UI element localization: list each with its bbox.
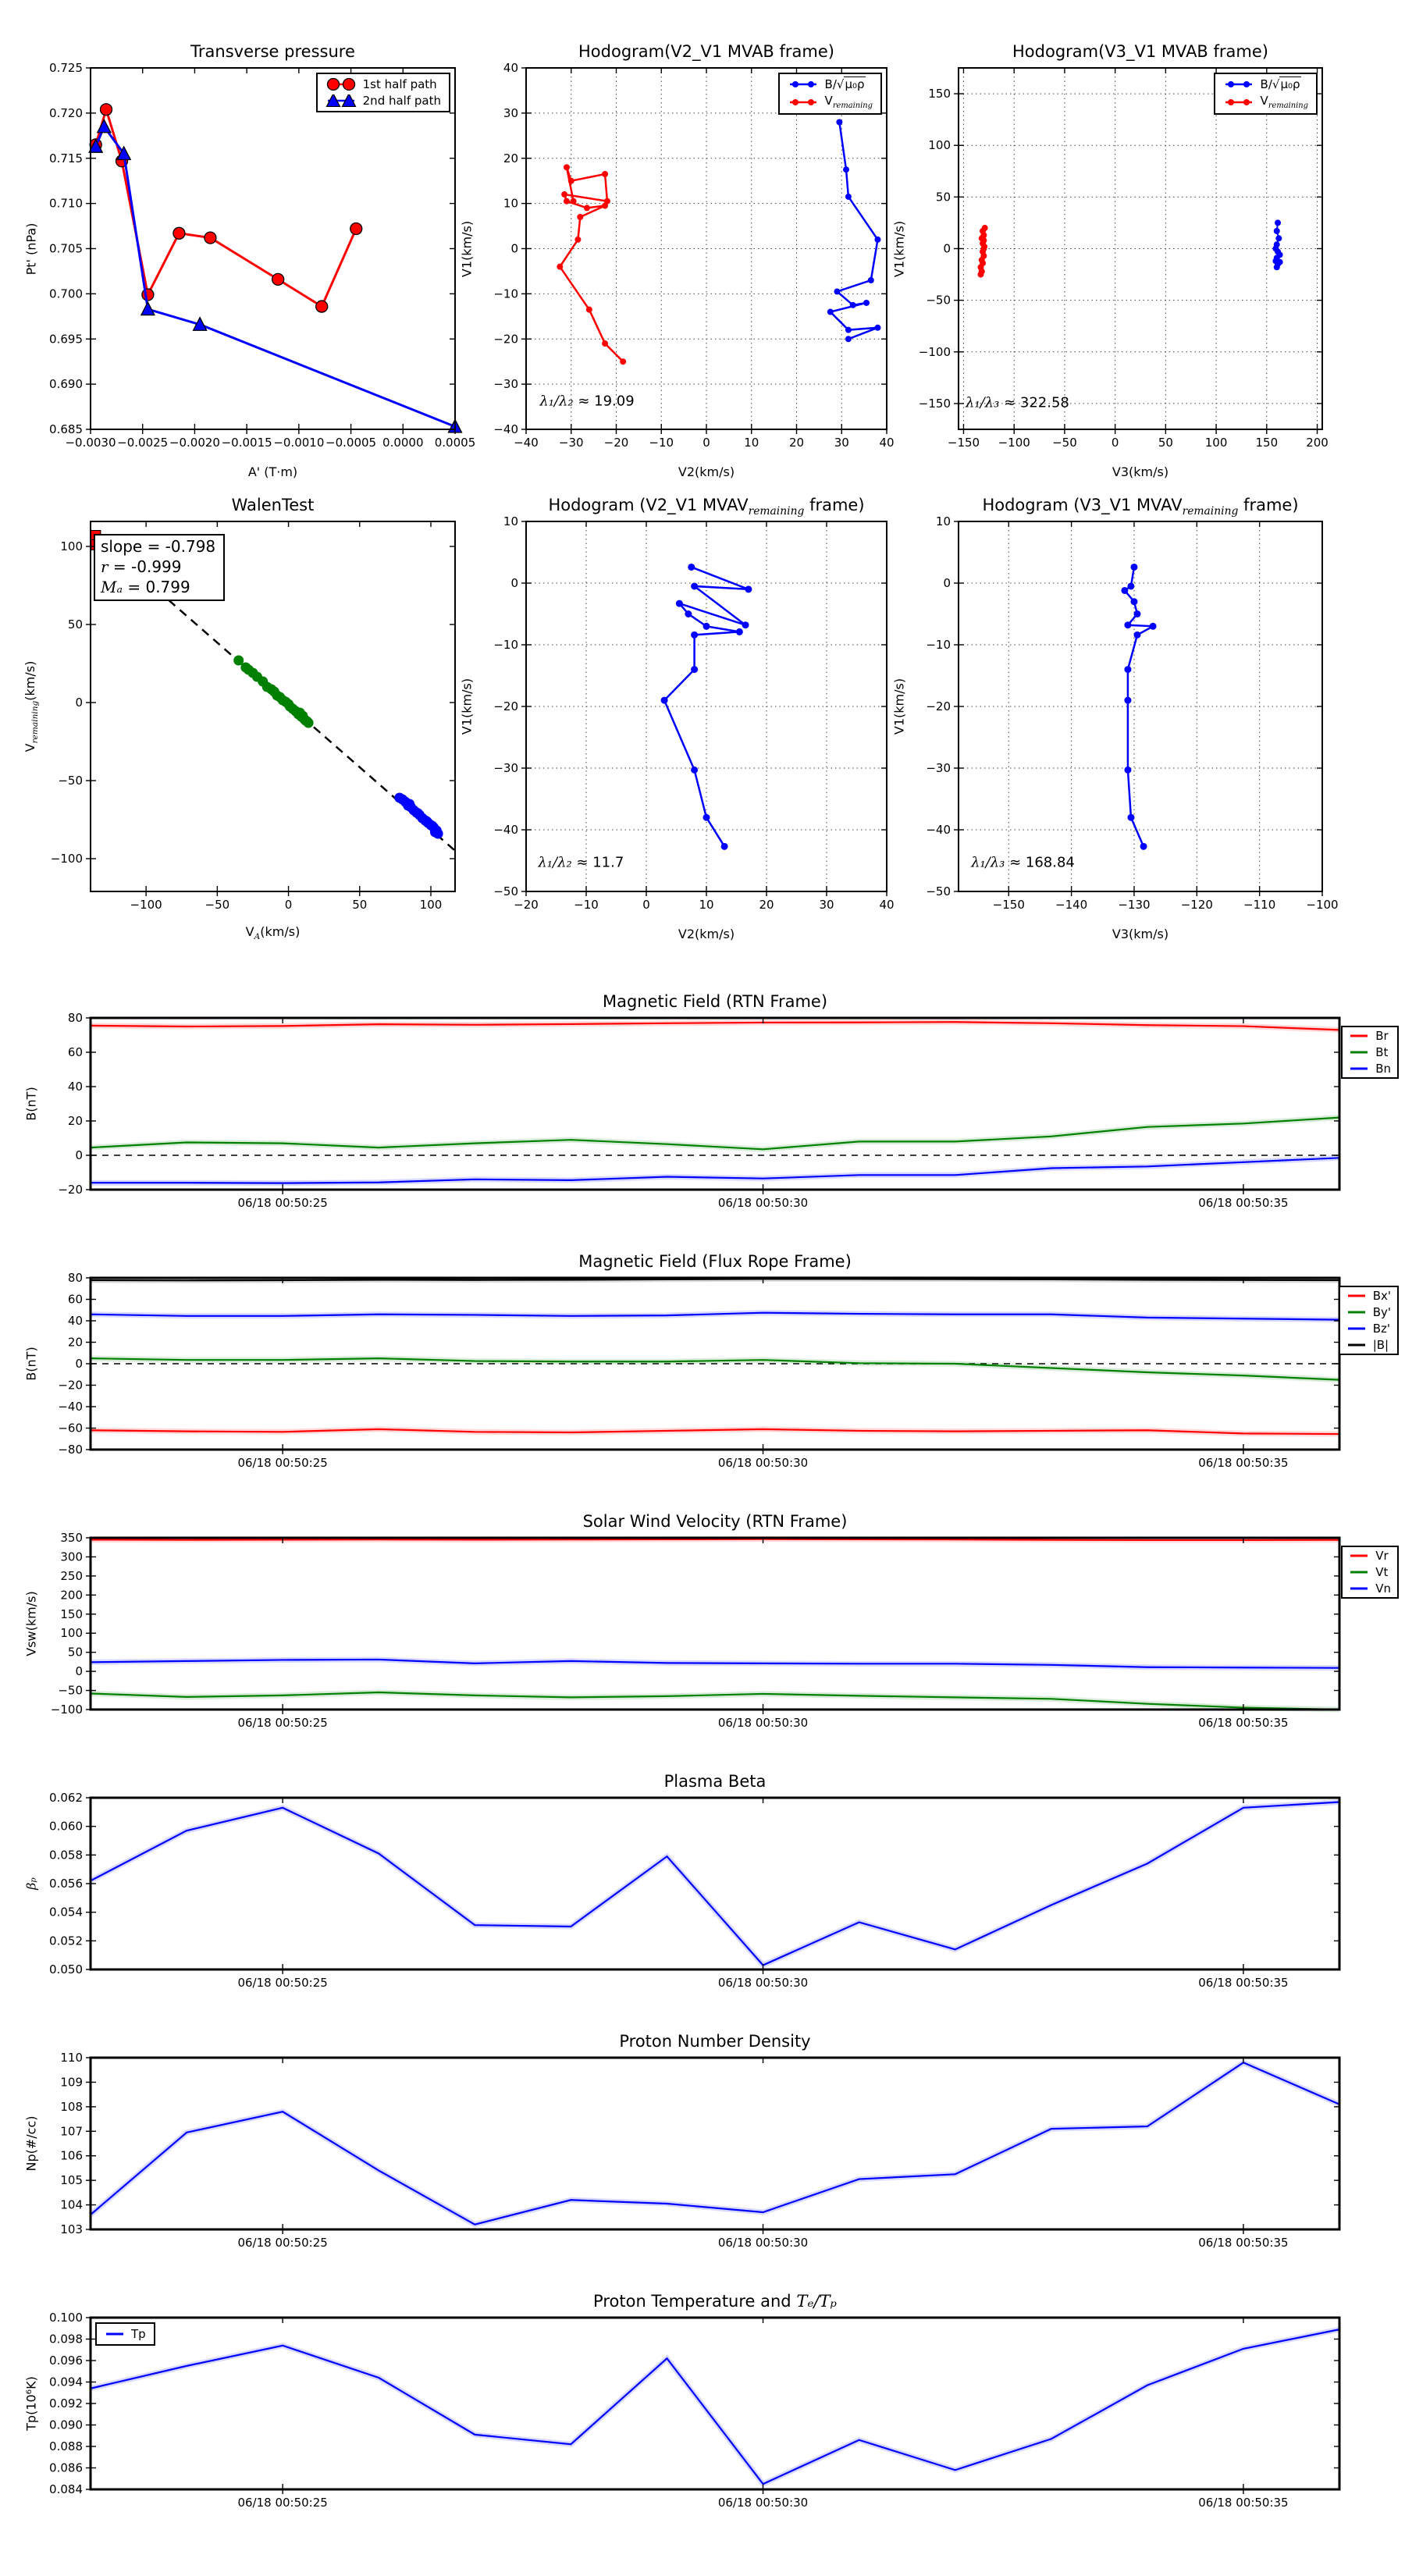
legend-label: |B| — [1372, 1338, 1389, 1352]
svg-text:20: 20 — [67, 1114, 83, 1128]
legend — [778, 73, 882, 115]
hodogram-v2v1-mvab-plot — [459, 42, 895, 479]
legend — [95, 2322, 155, 2346]
svg-text:0.100: 0.100 — [49, 2311, 83, 2325]
svg-text:200: 200 — [60, 1588, 83, 1603]
svg-text:06/18 00:50:25: 06/18 00:50:25 — [237, 1196, 328, 1210]
solar-wind-velocity-plot — [23, 1512, 1391, 1730]
y-axis-label: Np(#/cc) — [23, 2115, 39, 2172]
legend — [1341, 1546, 1399, 1599]
legend-item — [1223, 94, 1308, 110]
legend-sample — [1349, 1047, 1369, 1058]
svg-text:0: 0 — [1111, 436, 1119, 450]
svg-text:−60: −60 — [58, 1421, 83, 1436]
legend-label: Bx' — [1372, 1289, 1391, 1303]
hodogram-v3v1-mvab-plot — [891, 42, 1329, 479]
plot-canvas — [493, 514, 895, 912]
svg-text:−40: −40 — [58, 1400, 83, 1414]
svg-text:−0.0005: −0.0005 — [325, 436, 377, 450]
svg-text:−120: −120 — [1180, 898, 1213, 912]
plot-canvas — [60, 2051, 1339, 2250]
plot-canvas — [493, 61, 895, 450]
svg-text:0.092: 0.092 — [49, 2396, 83, 2411]
svg-text:0: 0 — [75, 696, 83, 710]
svg-text:20: 20 — [503, 151, 518, 165]
legend-item — [105, 2327, 146, 2341]
plot-title: Hodogram(V2_V1 MVAB frame) — [578, 42, 834, 61]
y-axis-label: V1(km/s) — [891, 220, 907, 277]
svg-text:−100: −100 — [130, 898, 162, 912]
y-axis-label: V1(km/s) — [459, 678, 475, 735]
legend-label: Vr — [1375, 1549, 1389, 1563]
proton-number-density-plot — [23, 2032, 1339, 2250]
svg-text:0: 0 — [702, 436, 710, 450]
svg-text:−20: −20 — [58, 1183, 83, 1197]
magnetic-field-flux-rope-plot — [23, 1252, 1391, 1470]
legend-label: Br — [1375, 1029, 1389, 1043]
svg-text:10: 10 — [744, 436, 759, 450]
plot-title: Proton Temperature and Tₑ/Tₚ — [593, 2292, 837, 2311]
x-axis-label: A' (T·m) — [247, 464, 298, 479]
proton-temperature-plot — [23, 2292, 1339, 2510]
svg-text:50: 50 — [67, 617, 83, 632]
svg-text:10: 10 — [503, 196, 518, 211]
legend-label: $V_{remaining}$ — [824, 94, 873, 110]
plot-title: Plasma Beta — [663, 1772, 767, 1791]
plot-canvas — [58, 1011, 1339, 1210]
svg-text:−40: −40 — [514, 436, 539, 450]
svg-text:20: 20 — [67, 1335, 83, 1350]
svg-text:110: 110 — [60, 2051, 83, 2065]
fit-result-box: slope = -0.798 r = -0.999 Mₐ = 0.799 — [94, 534, 225, 601]
svg-text:0.090: 0.090 — [49, 2418, 83, 2432]
legend-sample — [788, 78, 819, 91]
svg-text:−0.0025: −0.0025 — [117, 436, 169, 450]
svg-text:−0.0015: −0.0015 — [221, 436, 272, 450]
annotation: λ₁/λ₃ ≈ 322.58 — [966, 394, 1069, 411]
plot-title: Hodogram (V2_V1 $MVAV_{remaining}$ frame) — [548, 496, 865, 518]
svg-text:50: 50 — [935, 190, 951, 205]
svg-text:109: 109 — [60, 2075, 83, 2090]
annotation: λ₁/λ₂ ≈ 11.7 — [538, 854, 624, 871]
legend-sample — [325, 78, 357, 91]
plot-title: Solar Wind Velocity (RTN Frame) — [582, 1512, 848, 1531]
plot-title: Transverse pressure — [190, 42, 355, 61]
svg-text:0.094: 0.094 — [49, 2375, 83, 2389]
svg-text:−100: −100 — [998, 436, 1030, 450]
svg-text:0.050: 0.050 — [49, 1962, 83, 1976]
y-axis-label: βₚ — [23, 1877, 39, 1890]
plot-canvas — [49, 2311, 1339, 2510]
svg-text:−150: −150 — [947, 436, 980, 450]
svg-text:−30: −30 — [926, 761, 951, 775]
svg-text:−130: −130 — [1118, 898, 1151, 912]
svg-text:100: 100 — [60, 1626, 83, 1641]
legend-item — [1349, 1062, 1391, 1076]
svg-text:0.054: 0.054 — [49, 1905, 83, 1920]
svg-text:−50: −50 — [926, 293, 951, 308]
plot-canvas — [49, 1791, 1339, 1990]
svg-text:−100: −100 — [50, 852, 83, 866]
svg-text:150: 150 — [60, 1606, 83, 1621]
plot-canvas — [926, 514, 1339, 912]
svg-text:−30: −30 — [493, 377, 518, 392]
annotation: λ₁/λ₂ ≈ 19.09 — [539, 393, 635, 410]
legend-sample — [1346, 1340, 1367, 1350]
y-axis-label: B(nT) — [23, 1087, 39, 1121]
legend-sample — [788, 96, 819, 109]
svg-text:06/18 00:50:30: 06/18 00:50:30 — [717, 1196, 809, 1210]
plot-canvas — [918, 68, 1329, 450]
legend-item — [1349, 1582, 1391, 1596]
legend-sample — [1223, 96, 1254, 109]
svg-text:20: 20 — [759, 898, 774, 912]
legend-sample — [1346, 1290, 1367, 1301]
svg-text:06/18 00:50:25: 06/18 00:50:25 — [237, 2496, 328, 2510]
svg-text:−20: −20 — [58, 1378, 83, 1393]
legend-item — [1346, 1322, 1391, 1336]
legend-sample — [1349, 1550, 1369, 1561]
svg-text:−150: −150 — [918, 396, 951, 411]
svg-text:0.720: 0.720 — [49, 105, 83, 120]
y-axis-label: B(nT) — [23, 1347, 39, 1381]
svg-text:−110: −110 — [1243, 898, 1276, 912]
plot-title: Hodogram (V3_V1 $MVAV_{remaining}$ frame) — [982, 496, 1299, 518]
legend-sample — [1223, 78, 1254, 91]
svg-text:−0.0030: −0.0030 — [65, 436, 116, 450]
svg-text:0.052: 0.052 — [49, 1934, 83, 1948]
svg-text:0.096: 0.096 — [49, 2354, 83, 2368]
plot-title: Magnetic Field (Flux Rope Frame) — [578, 1252, 852, 1271]
legend-item — [1346, 1338, 1391, 1352]
y-axis-label: V1(km/s) — [891, 678, 907, 735]
legend-sample — [1349, 1063, 1369, 1074]
svg-text:0.056: 0.056 — [49, 1877, 83, 1891]
legend-label: Bt — [1375, 1045, 1389, 1059]
plot-canvas — [58, 1271, 1339, 1470]
svg-text:−10: −10 — [574, 898, 599, 912]
svg-text:40: 40 — [67, 1080, 83, 1094]
svg-text:0: 0 — [284, 898, 293, 912]
svg-text:60: 60 — [67, 1292, 83, 1307]
svg-text:06/18 00:50:30: 06/18 00:50:30 — [717, 1976, 809, 1990]
legend-item — [1349, 1549, 1391, 1563]
svg-text:06/18 00:50:30: 06/18 00:50:30 — [717, 2496, 809, 2510]
svg-text:06/18 00:50:35: 06/18 00:50:35 — [1198, 1196, 1289, 1210]
legend-sample — [1346, 1307, 1367, 1318]
svg-text:−40: −40 — [493, 422, 518, 436]
svg-text:0: 0 — [642, 898, 650, 912]
svg-text:−10: −10 — [493, 286, 518, 301]
svg-text:−10: −10 — [926, 638, 951, 652]
svg-text:0.700: 0.700 — [49, 286, 83, 301]
svg-text:0.058: 0.058 — [49, 1848, 83, 1863]
svg-text:200: 200 — [1306, 436, 1329, 450]
svg-text:0.705: 0.705 — [49, 241, 83, 256]
legend-item — [325, 77, 441, 91]
svg-text:10: 10 — [503, 514, 518, 528]
legend-label: Vn — [1375, 1582, 1391, 1596]
svg-text:−140: −140 — [1055, 898, 1088, 912]
legend-item — [1349, 1029, 1391, 1043]
svg-text:100: 100 — [419, 898, 443, 912]
x-axis-label: $V_A(km/s)$ — [245, 923, 301, 941]
svg-text:06/18 00:50:25: 06/18 00:50:25 — [237, 1456, 328, 1470]
svg-text:0.098: 0.098 — [49, 2332, 83, 2347]
legend-item — [1349, 1565, 1391, 1579]
svg-text:−40: −40 — [926, 823, 951, 837]
svg-text:10: 10 — [699, 898, 714, 912]
legend-item — [788, 94, 873, 110]
svg-text:0.0005: 0.0005 — [434, 436, 476, 450]
x-axis-label: V2(km/s) — [678, 464, 735, 479]
magnetic-field-rtn-plot — [23, 992, 1391, 1210]
svg-text:06/18 00:50:35: 06/18 00:50:35 — [1198, 1456, 1289, 1470]
legend-item — [1346, 1289, 1391, 1303]
plot-title: WalenTest — [231, 496, 315, 514]
svg-text:−150: −150 — [992, 898, 1025, 912]
svg-text:−40: −40 — [493, 823, 518, 837]
svg-text:06/18 00:50:25: 06/18 00:50:25 — [237, 1716, 328, 1730]
svg-text:40: 40 — [879, 436, 895, 450]
svg-text:−100: −100 — [1306, 898, 1339, 912]
legend-label: B/√μ₀ρ — [824, 77, 865, 91]
y-axis-label: $V_{remaining}(km/s)$ — [22, 660, 41, 753]
svg-text:300: 300 — [60, 1550, 83, 1564]
svg-text:−50: −50 — [58, 1683, 83, 1698]
svg-text:40: 40 — [879, 898, 895, 912]
legend-item — [325, 94, 441, 108]
svg-text:80: 80 — [67, 1271, 83, 1285]
svg-text:06/18 00:50:25: 06/18 00:50:25 — [237, 2236, 328, 2250]
svg-text:0: 0 — [75, 1148, 83, 1162]
svg-text:0: 0 — [943, 576, 951, 590]
legend-label: Bz' — [1372, 1322, 1390, 1336]
legend-label: 2nd half path — [362, 94, 441, 108]
svg-text:80: 80 — [67, 1011, 83, 1025]
legend-sample — [1349, 1583, 1369, 1594]
svg-text:0.690: 0.690 — [49, 377, 83, 392]
svg-text:−30: −30 — [558, 436, 584, 450]
svg-text:−30: −30 — [493, 761, 518, 775]
svg-text:0.685: 0.685 — [49, 422, 83, 436]
svg-text:30: 30 — [834, 436, 849, 450]
annotation: λ₁/λ₃ ≈ 168.84 — [971, 854, 1075, 871]
svg-text:106: 106 — [60, 2148, 83, 2163]
plasma-beta-plot — [23, 1772, 1339, 1990]
svg-text:40: 40 — [503, 61, 518, 75]
svg-text:0: 0 — [510, 241, 518, 256]
svg-text:06/18 00:50:30: 06/18 00:50:30 — [717, 1456, 809, 1470]
svg-text:108: 108 — [60, 2099, 83, 2114]
svg-text:−80: −80 — [58, 1443, 83, 1457]
svg-text:50: 50 — [352, 898, 368, 912]
legend-label: Vt — [1375, 1565, 1389, 1579]
svg-text:100: 100 — [928, 138, 951, 153]
svg-text:150: 150 — [1255, 436, 1279, 450]
legend-sample — [1346, 1323, 1367, 1334]
svg-text:−50: −50 — [493, 884, 518, 898]
svg-text:0.715: 0.715 — [49, 151, 83, 165]
y-axis-label: Pt' (nPa) — [23, 222, 39, 275]
svg-text:350: 350 — [60, 1531, 83, 1545]
svg-text:10: 10 — [935, 514, 951, 528]
svg-text:0.060: 0.060 — [49, 1819, 83, 1834]
svg-text:−50: −50 — [58, 774, 83, 788]
svg-text:105: 105 — [60, 2173, 83, 2188]
y-axis-label: Vsw(km/s) — [23, 1591, 39, 1656]
svg-text:−10: −10 — [649, 436, 674, 450]
plot-title: Proton Number Density — [619, 2032, 811, 2051]
svg-text:0: 0 — [943, 241, 951, 256]
legend-label: Tp — [131, 2327, 146, 2341]
legend-label: Bn — [1375, 1062, 1391, 1076]
svg-text:0.725: 0.725 — [49, 61, 83, 75]
legend-sample — [105, 2329, 125, 2339]
svg-text:−100: −100 — [50, 1703, 83, 1717]
legend-item — [1349, 1045, 1391, 1059]
x-axis-label: V3(km/s) — [1112, 464, 1169, 479]
svg-text:−50: −50 — [1052, 436, 1077, 450]
svg-text:0.062: 0.062 — [49, 1791, 83, 1805]
svg-text:0.0000: 0.0000 — [382, 436, 424, 450]
svg-text:0: 0 — [510, 576, 518, 590]
svg-text:06/18 00:50:35: 06/18 00:50:35 — [1198, 2496, 1289, 2510]
svg-text:104: 104 — [60, 2197, 83, 2212]
y-axis-label: Tp(10⁶K) — [23, 2376, 39, 2431]
legend-sample — [325, 94, 357, 107]
svg-text:0: 0 — [75, 1357, 83, 1371]
legend — [316, 73, 450, 112]
svg-text:0: 0 — [75, 1664, 83, 1679]
legend-sample — [1349, 1030, 1369, 1041]
legend-item — [1223, 77, 1308, 91]
svg-text:06/18 00:50:35: 06/18 00:50:35 — [1198, 2236, 1289, 2250]
hodogram-v2v1-mvav-plot — [459, 496, 895, 941]
svg-text:20: 20 — [788, 436, 805, 450]
legend — [1341, 1026, 1399, 1079]
x-axis-label: V2(km/s) — [678, 927, 735, 941]
svg-text:40: 40 — [67, 1314, 83, 1328]
svg-text:0.710: 0.710 — [49, 196, 83, 211]
svg-text:0.084: 0.084 — [49, 2482, 83, 2496]
legend-label: By' — [1372, 1305, 1391, 1319]
svg-text:250: 250 — [60, 1568, 83, 1583]
svg-text:103: 103 — [60, 2222, 83, 2236]
svg-text:−50: −50 — [205, 898, 230, 912]
svg-text:−20: −20 — [493, 332, 518, 347]
svg-text:06/18 00:50:30: 06/18 00:50:30 — [717, 1716, 809, 1730]
svg-text:50: 50 — [67, 1645, 83, 1660]
svg-text:0.086: 0.086 — [49, 2460, 83, 2475]
svg-text:−20: −20 — [926, 699, 951, 713]
svg-text:50: 50 — [1158, 436, 1173, 450]
y-axis-label: V1(km/s) — [459, 220, 475, 277]
plot-title: Hodogram(V3_V1 MVAB frame) — [1012, 42, 1268, 61]
svg-text:06/18 00:50:25: 06/18 00:50:25 — [237, 1976, 328, 1990]
svg-text:−0.0010: −0.0010 — [273, 436, 325, 450]
svg-text:06/18 00:50:35: 06/18 00:50:35 — [1198, 1716, 1289, 1730]
legend-label: $V_{remaining}$ — [1260, 94, 1308, 110]
legend-label: B/√μ₀ρ — [1260, 77, 1300, 91]
legend-item — [788, 77, 873, 91]
svg-text:06/18 00:50:30: 06/18 00:50:30 — [717, 2236, 809, 2250]
svg-text:06/18 00:50:35: 06/18 00:50:35 — [1198, 1976, 1289, 1990]
svg-text:107: 107 — [60, 2124, 83, 2139]
svg-text:30: 30 — [503, 105, 518, 120]
svg-text:0.088: 0.088 — [49, 2439, 83, 2453]
legend — [1214, 73, 1318, 115]
svg-text:−10: −10 — [493, 638, 518, 652]
legend-label: 1st half path — [362, 77, 437, 91]
plot-canvas — [50, 1531, 1339, 1730]
legend — [1339, 1286, 1399, 1355]
svg-text:0.695: 0.695 — [49, 332, 83, 347]
svg-text:100: 100 — [1204, 436, 1228, 450]
plot-title: Magnetic Field (RTN Frame) — [602, 992, 828, 1011]
svg-text:30: 30 — [819, 898, 834, 912]
svg-text:100: 100 — [60, 539, 83, 553]
svg-text:−20: −20 — [514, 898, 539, 912]
hodogram-v3v1-mvav-plot — [891, 496, 1339, 941]
walen-test-plot — [22, 496, 455, 941]
x-axis-label: V3(km/s) — [1112, 927, 1169, 941]
svg-text:150: 150 — [928, 87, 951, 101]
svg-text:−20: −20 — [603, 436, 629, 450]
svg-text:−20: −20 — [493, 699, 518, 713]
svg-text:−50: −50 — [926, 884, 951, 898]
legend-sample — [1349, 1567, 1369, 1578]
svg-text:−0.0020: −0.0020 — [169, 436, 220, 450]
svg-text:60: 60 — [67, 1045, 83, 1059]
legend-item — [1346, 1305, 1391, 1319]
svg-text:−100: −100 — [918, 344, 951, 359]
